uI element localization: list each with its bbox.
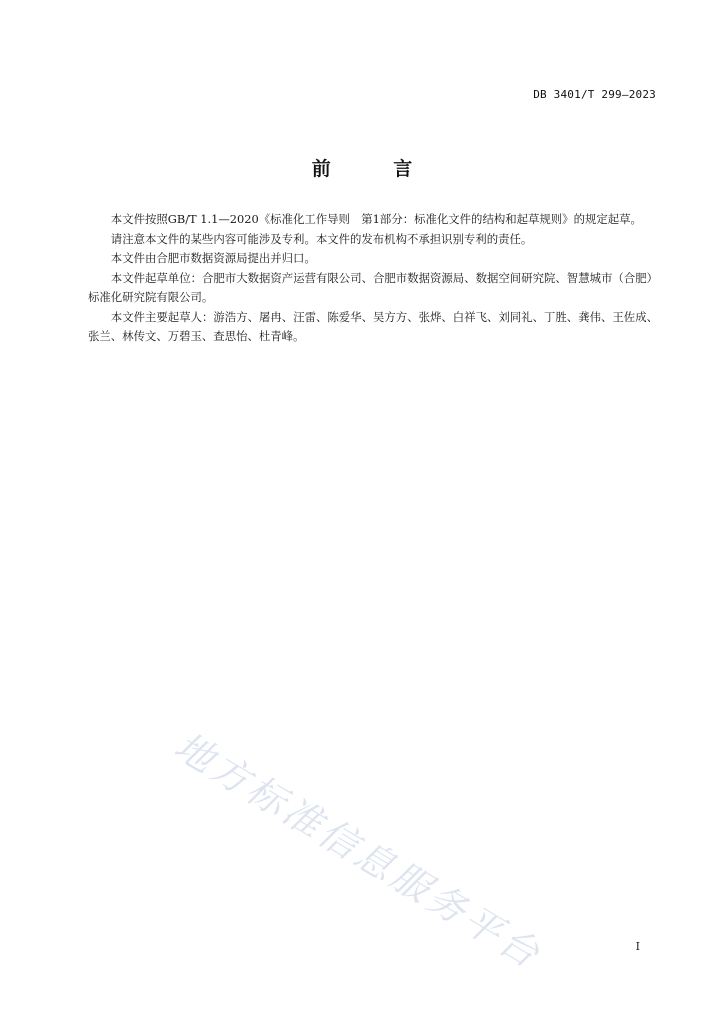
paragraph-patent-notice: 请注意本文件的某些内容可能涉及专利。本文件的发布机构不承担识别专利的责任。 [110, 231, 533, 246]
paragraph-drafting-units: 本文件起草单位：合肥市大数据资产运营有限公司、合肥市数据资源局、数据空间研究院、智慧城市（合肥）标准化研究院有限公司。 [88, 270, 658, 304]
foreword-body [88, 210, 658, 347]
paragraph-proposer: 本文件由合肥市数据资源局提出并归口。 [110, 251, 316, 265]
paragraph-drafting-rules: 本文件按照GB/T 1.1—2020《标准化工作导则 第1部分：标准化文件的结构和起草规则》的规定起草。 [110, 212, 642, 226]
watermark: 地方标准信息服务平台 [166, 723, 550, 978]
paragraph-drafters: 本文件主要起草人：游浩方、屠冉、汪雷、陈爱华、吴方方、张烨、白祥飞、刘同礼、丁胜、龚伟、王佐成、张兰、林传文、万碧玉、查思怡、杜青峰。 [88, 309, 658, 343]
page-number: I [635, 940, 640, 953]
page-title: 前 言 [311, 158, 441, 180]
document-code: DB 3401/T 299—2023 [533, 88, 656, 101]
